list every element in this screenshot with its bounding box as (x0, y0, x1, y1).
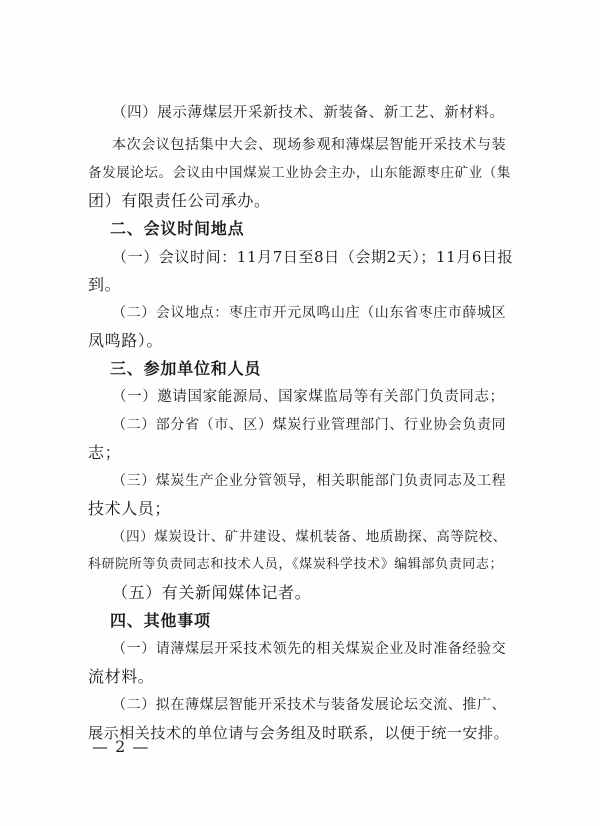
list-item-meeting-location-cont: 凤鸣路）。 (88, 331, 164, 350)
list-item-participant-1: （一）邀请国家能源局、国家煤监局等有关部门负责同志； (112, 389, 505, 405)
list-item-other-1-cont: 流材料。 (88, 667, 155, 686)
list-item-meeting-time: （一）会议时间：11月7日至8日（会期2天）；11月6日报 (112, 248, 514, 266)
list-item-meeting-time-cont: 到。 (88, 275, 122, 294)
section-heading-participants: 三、参加单位和人员 (110, 359, 262, 378)
section-heading-time-location: 二、会议时间地点 (110, 219, 245, 238)
list-item-participant-3-cont: 技术人员； (88, 499, 172, 518)
paragraph-line: 团）有限责任公司承办。 (88, 191, 271, 210)
paragraph-line: 本次会议包括集中大会、现场参观和薄煤层智能开采技术与装 (112, 137, 507, 153)
list-item-other-1: （一）请薄煤层开采技术领先的相关煤炭企业及时准备经验交 (112, 641, 507, 657)
list-item-participant-2-cont: 志； (88, 443, 122, 462)
list-item-4-showcase: （四）展示薄煤层开采新技术、新装备、新工艺、新材料。 (112, 105, 505, 121)
list-item-participant-4: （四）煤炭设计、矿井建设、煤机装备、地质勘探、高等院校、 (112, 529, 507, 545)
list-item-participant-2: （二）部分省（市、区）煤炭行业管理部门、行业协会负责同 (112, 417, 507, 433)
paragraph-line: 备发展论坛。会议由中国煤炭工业协会主办，山东能源枣庄矿业（集 (88, 165, 511, 181)
list-item-participant-4-cont: 科研院所等负责同志和技术人员，《煤炭科学技术》编辑部负责同志； (88, 557, 504, 572)
list-item-participant-3: （三）煤炭生产企业分管领导，相关职能部门负责同志及工程 (112, 473, 507, 489)
page-number: — 2 — (92, 737, 150, 756)
list-item-participant-5: （五）有关新闻媒体记者。 (112, 583, 312, 602)
list-item-other-2-cont: 展示相关技术的单位请与会务组及时联系，以便于统一安排。 (88, 724, 510, 742)
section-heading-other-matters: 四、其他事项 (110, 611, 211, 630)
list-item-meeting-location: （二）会议地点：枣庄市开元凤鸣山庄（山东省枣庄市薛城区 (112, 305, 507, 321)
list-item-other-2: （二）拟在薄煤层智能开采技术与装备发展论坛交流、推广、 (112, 697, 507, 713)
